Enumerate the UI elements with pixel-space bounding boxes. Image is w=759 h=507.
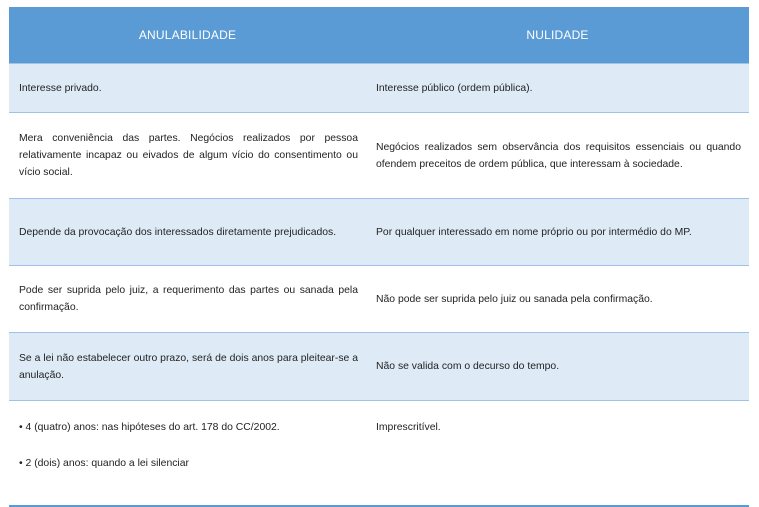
table-row [9, 64, 749, 113]
bullet-spacer [19, 436, 358, 455]
cell-anulabilidade: Se a lei não estabelecer outro prazo, será de dois anos para pleitear-se a anulação. [9, 333, 366, 401]
header-anulabilidade: ANULABILIDADE [9, 7, 366, 64]
cell-nulidade: Não se valida com o decurso do tempo. [366, 333, 749, 401]
table-row [9, 199, 749, 266]
cell-anulabilidade: Mera conveniência das partes. Negócios realizados por pessoa relativamente incapaz ou eivados de algum vício do consentimento ou vício social. [9, 113, 366, 199]
cell-anulabilidade: Depende da provocação dos interessados diretamente prejudicados. [9, 199, 366, 266]
table-row [9, 333, 749, 401]
cell-nulidade: Por qualquer interessado em nome próprio ou por intermédio do MP. [366, 199, 749, 266]
bullet-item: • 2 (dois) anos: quando a lei silenciar [19, 458, 189, 469]
bullet-item: • 4 (quatro) anos: nas hipóteses do art. 178 do CC/2002. [19, 422, 280, 433]
header-nulidade: NULIDADE [366, 7, 749, 64]
table-header-row [9, 7, 749, 64]
cell-nulidade: Negócios realizados sem observância dos requisitos essenciais ou quando ofendem preceitos de ordem pública, que interessam à sociedade. [366, 113, 749, 199]
table-row [9, 266, 749, 333]
table-row [9, 113, 749, 199]
cell-anulabilidade: Pode ser suprida pelo juiz, a requerimento das partes ou sanada pela confirmação. [9, 266, 366, 333]
cell-anulabilidade [9, 401, 366, 507]
cell-nulidade: Não pode ser suprida pelo juiz ou sanada pela confirmação. [366, 266, 749, 333]
cell-nulidade: Interesse público (ordem pública). [366, 64, 749, 113]
cell-nulidade: Imprescritível. [366, 401, 749, 507]
comparison-table [9, 7, 749, 507]
cell-anulabilidade: Interesse privado. [9, 64, 366, 113]
table-row [9, 401, 749, 507]
